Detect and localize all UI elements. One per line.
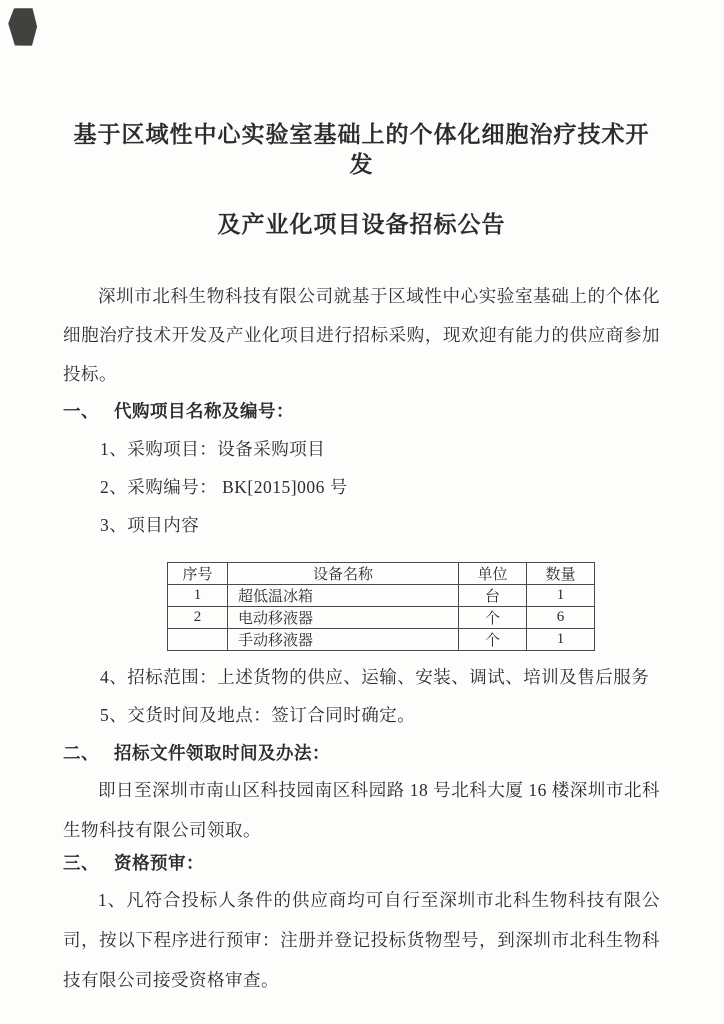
section2-number: 二、	[63, 743, 99, 763]
section1-title: 代购项目名称及编号：	[114, 401, 294, 421]
section3-heading	[63, 850, 660, 876]
document-title-line2: 及产业化项目设备招标公告	[217, 211, 506, 237]
scan-ink-mark	[6, 5, 41, 49]
cell-unit: 个	[459, 629, 527, 651]
col-header-unit: 单位	[459, 563, 527, 585]
cell-unit: 台	[459, 585, 527, 607]
col-header-device-name: 设备名称	[228, 563, 459, 585]
cell-index	[168, 629, 228, 651]
section1-item-1: 1、采购项目：设备采购项目	[100, 439, 326, 459]
equipment-table	[167, 562, 595, 651]
section1-number: 一、	[63, 401, 99, 421]
section2-title: 招标文件领取时间及办法：	[114, 743, 330, 763]
section1-heading	[63, 398, 660, 424]
section3-title: 资格预审：	[114, 853, 204, 873]
cell-index: 2	[168, 607, 228, 629]
section2-heading	[63, 740, 660, 766]
cell-unit: 个	[459, 607, 527, 629]
section3-number: 三、	[63, 853, 99, 873]
cell-device-name: 超低温冰箱	[228, 585, 459, 607]
section1-item-4: 4、招标范围：上述货物的供应、运输、安装、调试、培训及售后服务	[100, 667, 650, 687]
section1-item-3: 3、项目内容	[100, 515, 200, 535]
cell-quantity: 1	[527, 629, 595, 651]
equipment-table-header-row	[168, 563, 595, 585]
cell-device-name: 手动移液器	[228, 629, 459, 651]
col-header-index: 序号	[168, 563, 228, 585]
section1-item-2: 2、采购编号： BK[2015]006 号	[100, 477, 348, 497]
table-row	[168, 629, 595, 651]
document-title-line1: 基于区域性中心实验室基础上的个体化细胞治疗技术开发	[73, 121, 650, 177]
table-row	[168, 607, 595, 629]
cell-index: 1	[168, 585, 228, 607]
section2-body: 即日至深圳市南山区科技园南区科园路 18 号北科大厦 16 楼深圳市北科生物科技有限公司领取。	[63, 780, 660, 840]
section3-body: 1、凡符合投标人条件的供应商均可自行至深圳市北科生物科技有限公司，按以下程序进行预审：注册并登记投标货物型号，到深圳市北科生物科技有限公司接受资格审查。	[63, 890, 660, 990]
cell-quantity: 6	[527, 607, 595, 629]
cell-quantity: 1	[527, 585, 595, 607]
intro-paragraph: 深圳市北科生物科技有限公司就基于区域性中心实验室基础上的个体化细胞治疗技术开发及产业化项目进行招标采购，现欢迎有能力的供应商参加投标。	[63, 286, 660, 384]
col-header-quantity: 数量	[527, 563, 595, 585]
cell-device-name: 电动移液器	[228, 607, 459, 629]
table-row	[168, 585, 595, 607]
section1-item-5: 5、交货时间及地点：签订合同时确定。	[100, 705, 416, 725]
